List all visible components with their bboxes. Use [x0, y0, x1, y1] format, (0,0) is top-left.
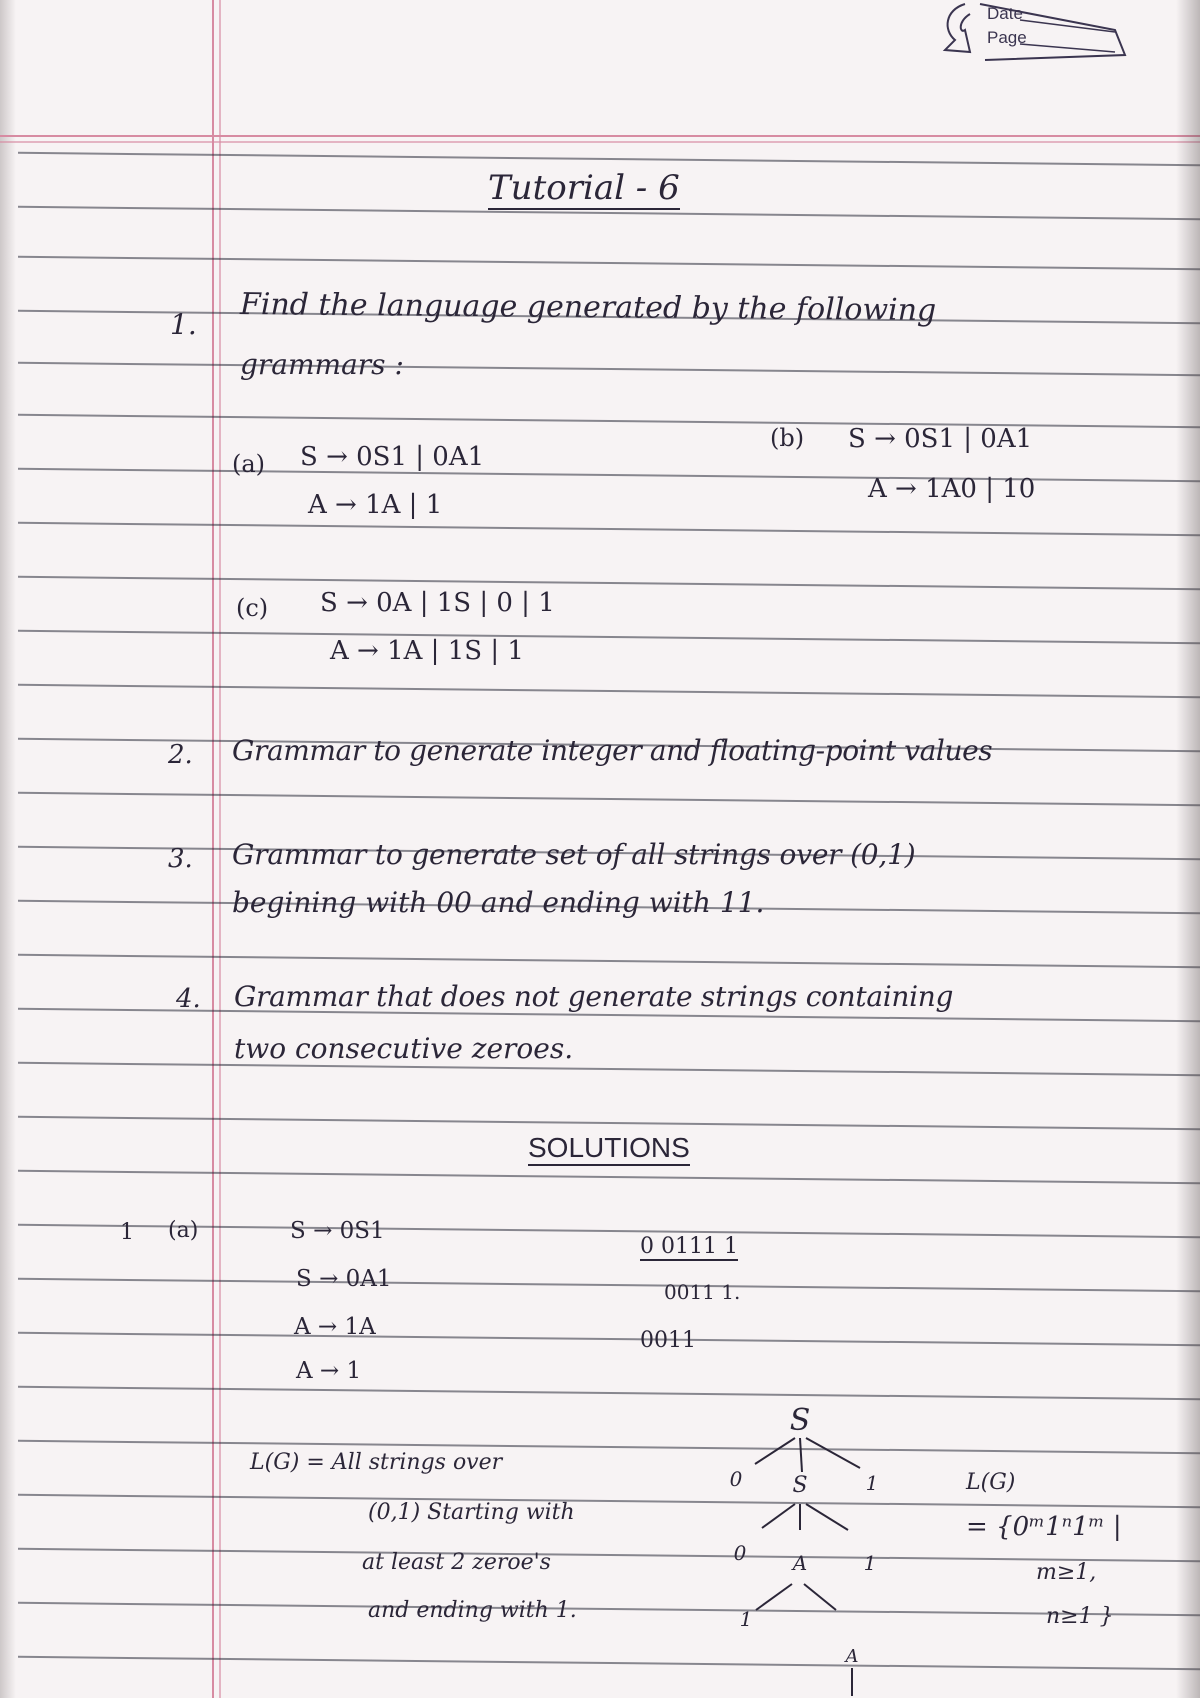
tree-node-s: S [792, 1473, 808, 1498]
tree-edge [800, 1438, 802, 1472]
grammar-a-rule-2: A → 1A | 1 [308, 490, 443, 520]
page-title: Tutorial - 6 [488, 168, 680, 208]
question-1-number: 1. [170, 308, 197, 341]
tree-node-1a: 1 [865, 1471, 879, 1495]
lg-line-4: and ending with 1. [368, 1598, 577, 1623]
derivation-3: 0011 [640, 1328, 696, 1353]
set-line-3: m≥1, [1036, 1560, 1097, 1585]
grammar-a-label: (a) [232, 450, 266, 478]
grammar-b-rule-1: S → 0S1 | 0A1 [848, 424, 1033, 454]
grammar-c-label: (c) [236, 594, 269, 622]
solution-number: 1 [120, 1220, 134, 1245]
question-2-line-1: Grammar to generate integer and floating-point values [232, 734, 993, 767]
tree-edge [806, 1438, 860, 1468]
derivation-1: 0 0111 1 [640, 1234, 738, 1259]
lg-line-3: at least 2 zeroe's [362, 1550, 551, 1575]
tree-edge [755, 1438, 795, 1464]
derivation-tree [700, 1400, 900, 1698]
lg-line-1: L(G) = All strings over [250, 1450, 503, 1475]
tree-node-1c: 1 [739, 1607, 753, 1631]
grammar-c-rule-1: S → 0A | 1S | 0 | 1 [320, 588, 555, 618]
stamp-arrow-icon [925, 0, 1130, 78]
tree-edge [756, 1584, 792, 1610]
question-1-line-2: grammars : [240, 348, 404, 381]
tree-node-a2: A [845, 1646, 859, 1667]
solution-label: (a) [168, 1218, 199, 1243]
production-2: S → 0A1 [296, 1266, 392, 1292]
grammar-c-rule-2: A → 1A | 1S | 1 [330, 636, 524, 666]
date-page-stamp [925, 0, 1130, 78]
tree-node-0a: 0 [729, 1467, 743, 1491]
production-1: S → 0S1 [290, 1218, 385, 1244]
set-line-1: L(G) [966, 1470, 1016, 1495]
solutions-heading: SOLUTIONS [528, 1132, 690, 1166]
date-label: Date [987, 4, 1023, 23]
question-3-line-1: Grammar to generate set of all strings over (0,1) [232, 838, 916, 871]
set-line-2: = {0ᵐ1ⁿ1ᵐ | [966, 1512, 1122, 1542]
header-line [0, 135, 1200, 137]
production-4: A → 1 [296, 1358, 362, 1384]
question-1-line-1: Find the language generated by the following [239, 286, 937, 329]
tree-edge [806, 1504, 848, 1530]
tree-node-root: S [789, 1403, 811, 1438]
page-left-shadow [0, 0, 16, 1698]
tree-node-a1: A [792, 1551, 808, 1575]
header-line-inner [0, 141, 1200, 143]
question-4-line-1: Grammar that does not generate strings containing [234, 980, 954, 1013]
page-right-shadow [1176, 0, 1200, 1698]
lg-line-2: (0,1) Starting with [368, 1500, 575, 1525]
page-label: Page [987, 28, 1027, 47]
tree-edge [804, 1584, 836, 1610]
set-line-4: n≥1 } [1046, 1604, 1114, 1629]
grammar-a-rule-1: S → 0S1 | 0A1 [300, 442, 485, 472]
tree-edge [762, 1504, 795, 1528]
tree-node-0b: 0 [733, 1541, 747, 1565]
question-4-number: 4. [176, 984, 201, 1014]
question-2-number: 2. [168, 740, 193, 770]
question-4-line-2: two consecutive zeroes. [234, 1032, 574, 1065]
grammar-b-label: (b) [770, 424, 805, 452]
derivation-2: 0011 1. [664, 1280, 741, 1304]
production-3: A → 1A [294, 1314, 376, 1340]
question-3-number: 3. [168, 844, 193, 874]
grammar-b-rule-2: A → 1A0 | 10 [868, 474, 1036, 504]
tree-node-1b: 1 [863, 1551, 877, 1575]
question-3-line-2: begining with 00 and ending with 11. [232, 886, 765, 919]
